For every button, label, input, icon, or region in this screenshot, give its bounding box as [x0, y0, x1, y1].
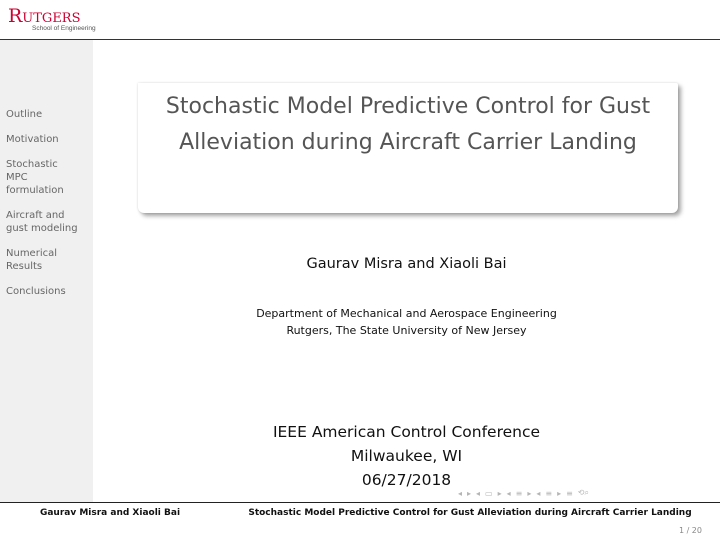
authors: Gaurav Misra and Xiaoli Bai	[306, 256, 507, 272]
prev-frame-icon[interactable]: ▸	[467, 488, 472, 498]
conference-date: 06/27/2018	[361, 471, 452, 489]
footer-title: Stochastic Model Predictive Control for Gust Alleviation during Aircraft Carrier Landing	[248, 508, 692, 518]
next-section-icon[interactable]: ▸	[527, 488, 532, 498]
logo-subtitle: School of Engineering	[32, 25, 96, 32]
beamer-navigation	[458, 487, 589, 499]
sidebar-item-stochastic-mpc[interactable]: Stochastic MPC formulation	[6, 159, 64, 196]
conference-location: Milwaukee, WI	[350, 447, 463, 465]
title-box	[138, 83, 678, 213]
conference-info	[93, 420, 720, 492]
section-icon: ≡	[515, 488, 523, 498]
footer	[0, 502, 720, 523]
conference-name: IEEE American Control Conference	[272, 423, 541, 441]
subsection-prev-icon[interactable]: ◂	[536, 488, 541, 498]
header-divider	[0, 39, 720, 40]
sidebar	[0, 40, 93, 502]
first-frame-icon[interactable]: ◂	[458, 488, 463, 498]
align-icon[interactable]: ≡	[566, 488, 573, 498]
sidebar-item-numerical-results[interactable]: Numerical Results	[6, 248, 58, 272]
prev-section-icon[interactable]: ◂	[506, 488, 511, 498]
sidebar-item-conclusions[interactable]: Conclusions	[6, 286, 66, 297]
affiliation	[93, 305, 720, 339]
subsection-next-icon[interactable]: ▸	[557, 488, 562, 498]
sidebar-item-aircraft-gust[interactable]: Aircraft and gust modeling	[6, 210, 78, 234]
next-subsection-icon[interactable]: ▸	[497, 488, 502, 498]
section-nav	[6, 108, 90, 310]
sidebar-item-motivation[interactable]: Motivation	[6, 134, 59, 145]
logo-wordmark: Rutgers	[8, 5, 81, 27]
affiliation-department: Department of Mechanical and Aerospace Engineering	[256, 307, 557, 320]
footer-authors: Gaurav Misra and Xiaoli Bai	[39, 508, 181, 518]
subsection-icon: ≡	[545, 488, 553, 498]
slide-title: Stochastic Model Predictive Control for Gust Alleviation during Aircraft Carrier Landing	[165, 94, 651, 155]
affiliation-university: Rutgers, The State University of New Jersey	[286, 324, 527, 337]
prev-subsection-icon[interactable]: ◂	[476, 488, 481, 498]
header	[0, 0, 720, 40]
page-number: 1 / 20	[678, 526, 702, 535]
search-icon[interactable]: ⟲⌕	[577, 488, 589, 497]
rutgers-logo	[8, 6, 96, 32]
frame-icon: ▭	[485, 488, 493, 498]
sidebar-item-outline[interactable]: Outline	[6, 109, 43, 120]
